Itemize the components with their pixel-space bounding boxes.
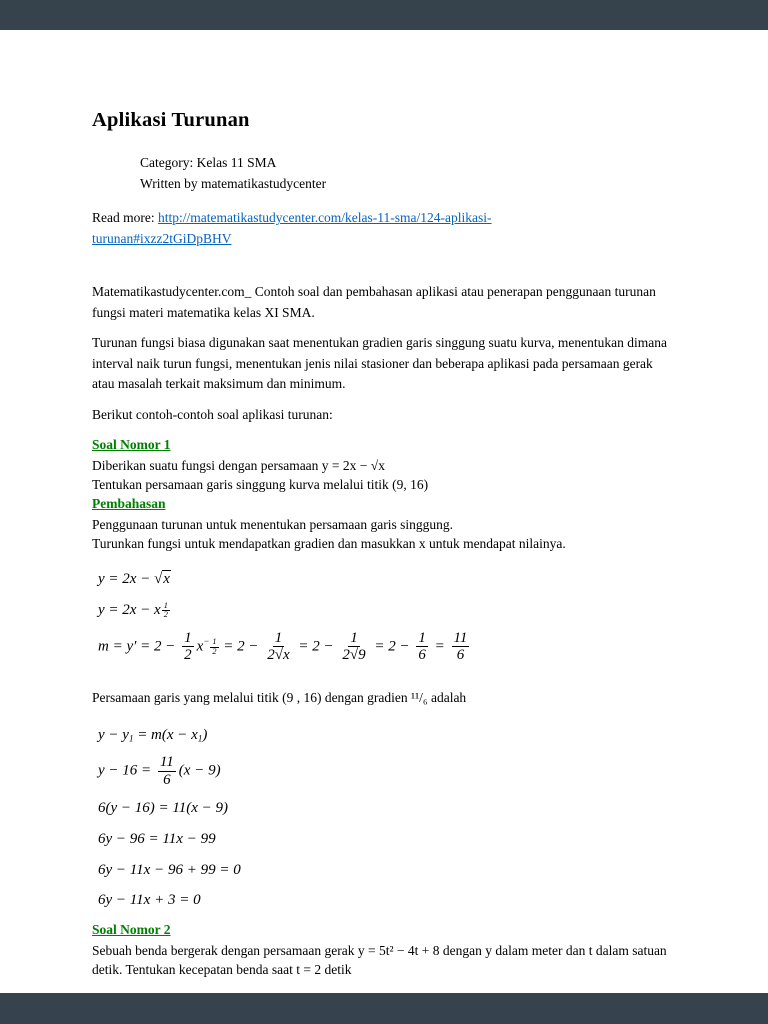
- page-title: Aplikasi Turunan: [92, 109, 250, 131]
- meta-category: Category: Kelas 11 SMA: [140, 155, 277, 171]
- read-more-line: [92, 208, 570, 249]
- math-block-line-equation: [98, 724, 678, 913]
- fraction: $\frac{1}{2}$: [212, 637, 217, 656]
- read-more-link[interactable]: http://matematikastudycenter.com/kelas-11-sma/124-aplikasi-turunan#ixzz2tGiDpBHV: [92, 210, 492, 246]
- square-root: √x: [154, 570, 170, 587]
- paragraph-following: Berikut contoh-contoh soal aplikasi turunan:: [92, 406, 333, 422]
- fraction: $\frac{1}{6}$: [418, 629, 426, 664]
- math-line: y = 2x − x $\frac{1}{2}$: [98, 600, 168, 620]
- math-line: m = y′ = 2 − $\frac{1}{2}$ x− $\frac{1}{2}$ = 2 − $\frac{1}{2√x}$ = 2 − $\frac{1}{2√9}$ = 2 − $\frac{1}{6}$ = $\frac{11}{6}$: [98, 629, 468, 664]
- soal-1-line-2: Tentukan persamaan garis singgung kurva melalui titik (9, 16): [92, 476, 429, 492]
- fraction: $\frac{11}{6}$: [159, 754, 174, 789]
- meta-author: Written by matematikastudycenter: [140, 175, 327, 191]
- fraction: $\frac{11}{6}$: [453, 629, 468, 664]
- math-line: 6(y − 16) = 11(x − 9): [98, 800, 229, 817]
- pembahasan-line-2: Turunkan fungsi untuk mendapatkan gradien dan masukkan x untuk mendapat nilainya.: [92, 535, 566, 551]
- fraction: $\frac{1}{2}$: [163, 600, 168, 620]
- viewer-bottom-bar: [0, 993, 768, 1024]
- fraction: $\frac{1}{2}$: [184, 629, 192, 664]
- math-line: y − 16 = $\frac{11}{6}$ (x − 9): [98, 754, 221, 789]
- math-line: y = 2x − √x: [98, 570, 170, 587]
- soal-1-heading: Soal Nomor 1: [92, 437, 171, 453]
- gradien-line: Persamaan garis yang melalui titik (9 , 16) dengan gradien ¹¹/₆ adalah: [92, 690, 467, 706]
- math-line: 6y − 11x − 96 + 99 = 0: [98, 861, 241, 878]
- soal-1-line-1: Diberikan suatu fungsi dengan persamaan y = 2x − √x: [92, 457, 385, 473]
- viewer-top-bar: [0, 0, 768, 30]
- paragraph-usage: Turunan fungsi biasa digunakan saat menentukan gradien garis singgung suatu kurva, menentukan dimana interval naik turun fungsi, menentukan jenis nilai stasioner dan beberapa aplikasi pada persamaan gerak atau masalah terkait maksimum dan minimum.: [92, 335, 667, 392]
- fraction: $\frac{1}{2√9}$: [342, 629, 366, 664]
- soal-2-text: Sebuah benda bergerak dengan persamaan gerak y = 5t² − 4t + 8 dengan y dalam meter dan t dalam satuan detik. Tentukan kecepatan benda saat t = 2 detik: [92, 942, 667, 977]
- math-line: $y - y_1 = m(x - x_1)$: [98, 726, 208, 743]
- pembahasan-heading: Pembahasan: [92, 496, 166, 512]
- fraction: $\frac{1}{2√x}$: [267, 629, 290, 664]
- math-line: 6y − 11x + 3 = 0: [98, 892, 201, 909]
- paragraph-intro: Matematikastudycenter.com_ Contoh soal dan pembahasan aplikasi atau penerapan penggunaan turunan fungsi materi matematika kelas XI SMA.: [92, 284, 656, 320]
- read-more-label: Read more:: [92, 210, 158, 226]
- math-line: 6y − 96 = 11x − 99: [98, 830, 216, 847]
- document-page: [0, 30, 768, 993]
- soal-2-heading: Soal Nomor 2: [92, 922, 171, 938]
- pembahasan-line-1: Penggunaan turunan untuk menentukan persamaan garis singgung.: [92, 516, 454, 532]
- document-meta: [140, 153, 678, 194]
- math-block-derivation: [98, 568, 678, 664]
